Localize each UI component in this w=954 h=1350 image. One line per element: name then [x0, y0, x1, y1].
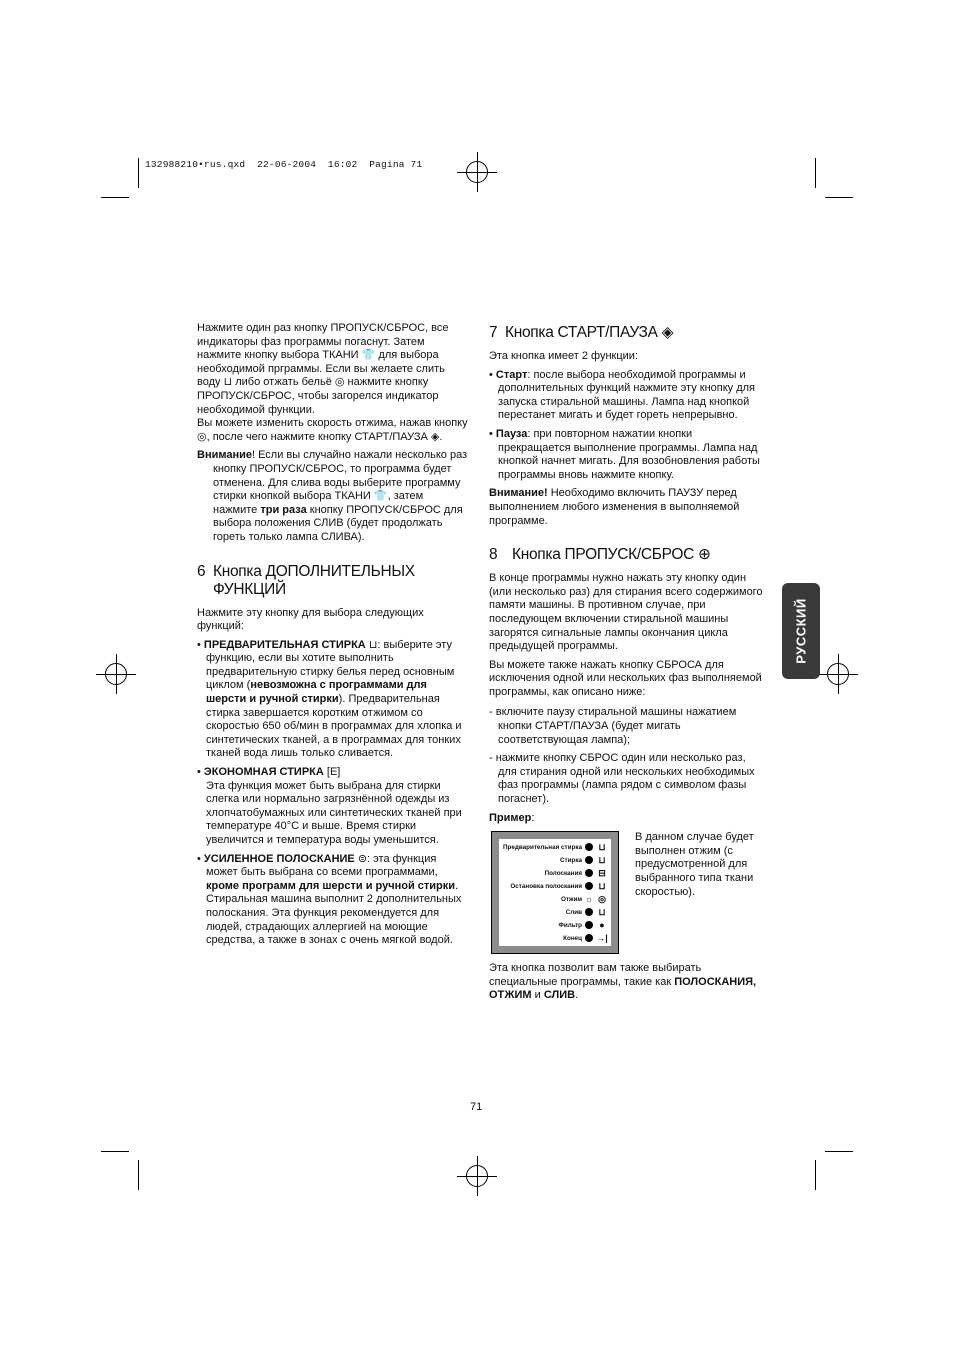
bold-text: СЛИВ — [543, 989, 576, 1002]
section-8-heading — [489, 546, 763, 564]
lamp-on-icon — [585, 921, 593, 929]
phase-row-prewash — [503, 843, 608, 851]
start-pause-icon: ◈ — [430, 430, 440, 443]
phase-row-drain — [566, 908, 608, 916]
bold-text: невозможна с программами для шерсти и ручной стирки — [206, 679, 427, 706]
text: : эта функция может быть выбрана со всеми программами, — [206, 852, 438, 879]
right-column — [489, 324, 763, 1008]
list-item-pause: • Пауза: при повторном нажатии кнопки прекращается выполнение программы. Лампа над кнопкой начнет мигать. Для возобновления работы программы вновь нажмите кнопку. — [489, 427, 760, 481]
list-item-prewash: • ПРЕДВАРИТЕЛЬНАЯ СТИРКА ⊔: выберите эту функцию, если вы хотите выполнить предварительную стирку белья перед основным циклом (невозможна с программами для шерсти и ручной стирки). Предварительная стирка завершается коротким отжимом со скоростью 650 об/мин в программах для хлопка и синтетических тканей, а в программах для тонких тканей вода лишь только сливается. — [197, 638, 462, 760]
crop-mark — [825, 197, 853, 198]
section-6-heading — [197, 563, 469, 599]
rinse-hold-icon: ⊔ — [598, 881, 606, 892]
phase-indicator-list — [499, 839, 611, 946]
example-note: В данном случае будет выполнен отжим (с предусмотренной для выбранного типа ткани скоростью). — [635, 831, 754, 898]
phase-label: Полоскания — [544, 869, 582, 877]
start-pause-icon: ◈ — [661, 324, 674, 341]
item-label: УСИЛЕННОЕ ПОЛОСКАНИЕ — [203, 852, 355, 865]
text: , затем нажмите — [213, 490, 424, 516]
list-item-extra-rinse: • УСИЛЕННОЕ ПОЛОСКАНИЕ ⊜: эта функция может быть выбрана со всеми программами, кроме программ для шерсти и ручной стирки. Стиральная машина выполнит 2 дополнительных полоскания. Эта функция рекомендуется для людей, страдающих аллергией на моющие средства, а также в зонах с очень мягкой водой. — [197, 852, 462, 947]
lamp-on-icon — [585, 856, 593, 864]
phase-row-wash — [560, 856, 608, 864]
text: . — [575, 989, 579, 1002]
section-7-intro: Эта кнопка имеет 2 функции: — [489, 350, 638, 362]
text: и — [531, 989, 544, 1002]
section-title: Кнопка ДОПОЛНИТЕЛЬНЫХ ФУНКЦИЙ — [213, 562, 415, 598]
phase-label: Отжим — [560, 895, 582, 903]
crop-mark — [815, 158, 816, 188]
bold-text: три раза — [260, 503, 307, 516]
example-label — [489, 812, 763, 826]
eco-e-icon: [E] — [326, 766, 341, 779]
phase-label: Предварительная стирка — [502, 843, 582, 851]
text: , после чего нажмите кнопку СТАРТ/ПАУЗА — [206, 430, 428, 443]
section-8-paragraph: Вы можете также нажать кнопку СБРОСА для исключения одной или нескольких фаз выполняемой программы, как описано ниже: — [489, 658, 762, 698]
spin-icon: ◎ — [598, 894, 606, 905]
section-number: 6 — [197, 562, 206, 580]
text: ! Если вы случайно нажали несколько раз кнопку ПРОПУСК/СБРОС, то программа будет отменена. Для слива воды выберите программу стирки кнопкой выбора ТКАНИ — [213, 449, 468, 503]
filter-icon: ● — [599, 920, 605, 931]
example-panel — [491, 831, 619, 954]
text: Эта кнопка позволит вам также выбирать специальные программы, такие как — [489, 962, 702, 988]
warning-paragraph — [197, 449, 469, 544]
crop-mark — [815, 1160, 816, 1190]
text: Вы можете изменить скорость отжима, нажав кнопку — [197, 417, 468, 430]
section-8-final — [489, 962, 763, 1003]
text: : при повторном нажатии кнопки прекращается выполнение программы. Лампа над кнопкой начнет мигать. Для возобновления работы программы вновь нажмите кнопку. — [498, 427, 760, 481]
file-slug: 132988210•rus.qxd 22-06-2004 16:02 Pagina 71 — [145, 159, 423, 170]
bold-text: ПОЛОСКАНИЯ, ОТЖИМ — [489, 975, 757, 1002]
extra-rinse-icon: ⊜ — [357, 852, 368, 865]
crop-mark — [825, 1151, 853, 1152]
phase-row-spin — [561, 895, 608, 903]
text: либо отжать бельё — [235, 376, 332, 389]
lamp-blinking-icon: ☼ — [584, 894, 594, 905]
section-7-heading — [489, 324, 763, 342]
left-column — [197, 322, 469, 953]
crop-mark — [101, 1151, 129, 1152]
phase-row-end — [563, 934, 608, 942]
lamp-on-icon — [585, 869, 593, 877]
section-title: Кнопка СТАРТ/ПАУЗА — [505, 324, 658, 341]
section-number: 7 — [489, 324, 498, 341]
spin-speed-paragraph — [197, 417, 469, 444]
item-label: ЭКОНОМНАЯ СТИРКА — [203, 766, 324, 779]
page-number: 71 — [470, 1101, 483, 1113]
section-title: Кнопка ПРОПУСК/СБРОС — [512, 546, 694, 564]
phase-label: Стирка — [559, 856, 582, 864]
list-item-start: • Старт: после выбора необходимой программы и дополнительных функций нажмите эту кнопку для запуска стиральной машины. Лампа над кнопкой перестанет мигать и будет гореть непрерывно. — [489, 368, 756, 422]
warning-label: Внимание — [197, 449, 252, 462]
text: : выберите эту функцию, если вы хотите выполнить предварительную стирку белья перед основным циклом ( — [206, 638, 455, 692]
dash-item: - нажмите кнопку СБРОС один или несколько раз, для стирания одной или нескольких необходимых фаз программы (лампа рядом с символом фазы погаснет). — [489, 752, 755, 806]
lamp-on-icon — [585, 934, 593, 942]
intro-paragraph — [197, 322, 469, 417]
warning-label: Внимание! — [489, 487, 548, 500]
phase-row-rinse — [545, 869, 608, 877]
phase-label: Слив — [565, 908, 582, 916]
end-arrow-icon: →| — [596, 933, 608, 944]
text: . Стиральная машина выполнит 2 дополнительных полоскания. Эта функция рекомендуется для людей, страдающих аллергией на моющие средства, а также в зонах с очень мягкой водой. — [206, 879, 462, 947]
phase-label: Конец — [563, 934, 582, 942]
fabric-shirt-icon: 👕 — [373, 490, 388, 503]
text: ). Предварительная стирка завершается коротким отжимом со скоростью 650 об/мин в программах для хлопка и синтетических тканей, а в программах для тонких тканей вода лишь только сливается. — [206, 693, 462, 760]
crop-mark — [138, 1160, 139, 1190]
example-block — [491, 831, 763, 954]
lamp-on-icon — [585, 908, 593, 916]
section-7-warning — [489, 487, 763, 528]
lamp-on-icon — [585, 882, 593, 890]
phase-row-rinse-hold — [510, 882, 608, 890]
item-label: Пауза — [495, 427, 528, 440]
drain-icon: ⊔ — [223, 376, 233, 389]
text: кнопку ПРОПУСК/СБРОС для выбора положения СЛИВ (будет продолжать гореть только лампа СЛИВА). — [213, 503, 463, 543]
text: : после выбора необходимой программы и дополнительных функций нажмите эту кнопку для запуска стиральной машины. Лампа над кнопкой перестанет мигать и будет гореть непрерывно. — [498, 368, 756, 422]
crop-mark — [101, 197, 129, 198]
spin-icon: ◎ — [197, 430, 207, 443]
phase-row-filter — [559, 921, 609, 929]
language-tab-label: РУССКИЙ — [793, 598, 809, 664]
prewash-icon: ⊔ — [598, 842, 606, 853]
list-item-eco-wash: • ЭКОНОМНАЯ СТИРКА [E] Эта функция может быть выбрана для стирки слегка или нормально загрязнённой одежды из хлопчатобумажных или синтетических тканей при температуре 40°C и выше. Время стирки увеличится и температура воды уменьшится. — [197, 766, 462, 846]
text: Необходимо включить ПАУЗУ перед выполнением любого изменения в выполняемой программе. — [489, 487, 740, 527]
section-number: 8 — [489, 546, 498, 564]
section-6-intro: Нажмите эту кнопку для выбора следующих функций: — [197, 606, 424, 633]
wash-icon: ⊔ — [598, 855, 606, 866]
text: . — [439, 430, 443, 443]
bold-text: кроме программ для шерсти и ручной стирки — [206, 879, 456, 892]
example-label-text: Пример — [489, 811, 532, 824]
language-tab — [782, 583, 820, 679]
text: Нажмите один раз кнопку ПРОПУСК/СБРОС, все индикаторы фаз программы погаснут. Затем нажмите кнопку выбора ТКАНИ — [197, 322, 449, 362]
text: нажмите кнопку ПРОПУСК/СБРОС, чтобы загорелся индикатор необходимой функции. — [197, 376, 439, 416]
crop-mark — [138, 158, 139, 188]
fabric-shirt-icon: 👕 — [361, 349, 376, 362]
drain-icon: ⊔ — [598, 907, 606, 918]
text: : — [531, 811, 535, 824]
lamp-on-icon — [585, 843, 593, 851]
prewash-icon: ⊔ — [368, 638, 378, 651]
phase-label: Остановка полоскания — [510, 882, 582, 890]
skip-reset-icon: ⊕ — [698, 546, 711, 564]
item-label: Старт — [495, 368, 528, 381]
text: для выбора необходимой прграммы. Если вы желаете слить воду — [197, 349, 445, 389]
item-label: ПРЕДВАРИТЕЛЬНАЯ СТИРКА — [203, 638, 366, 651]
dash-item: - включите паузу стиральной машины нажатием кнопки СТАРТ/ПАУЗА (будет мигать соответствующая лампа); — [489, 706, 737, 746]
spin-icon: ◎ — [334, 376, 345, 389]
text: Эта функция может быть выбрана для стирки слегка или нормально загрязнённой одежды из хлопчатобумажных или синтетических тканей при температуре 40°C и выше. Время стирки увеличится и температура воды уменьшится. — [206, 779, 462, 846]
section-8-paragraph: В конце программы нужно нажать эту кнопку один (или несколько раз) для стирания всего содержимого памяти машины. В противном случае, при последующем включении стиральной машины загорятся сигнальные лампы окончания цикла предыдущей программы. — [489, 572, 763, 653]
rinse-icon: ⊟ — [598, 868, 606, 879]
phase-label: Фильтр — [558, 921, 582, 929]
